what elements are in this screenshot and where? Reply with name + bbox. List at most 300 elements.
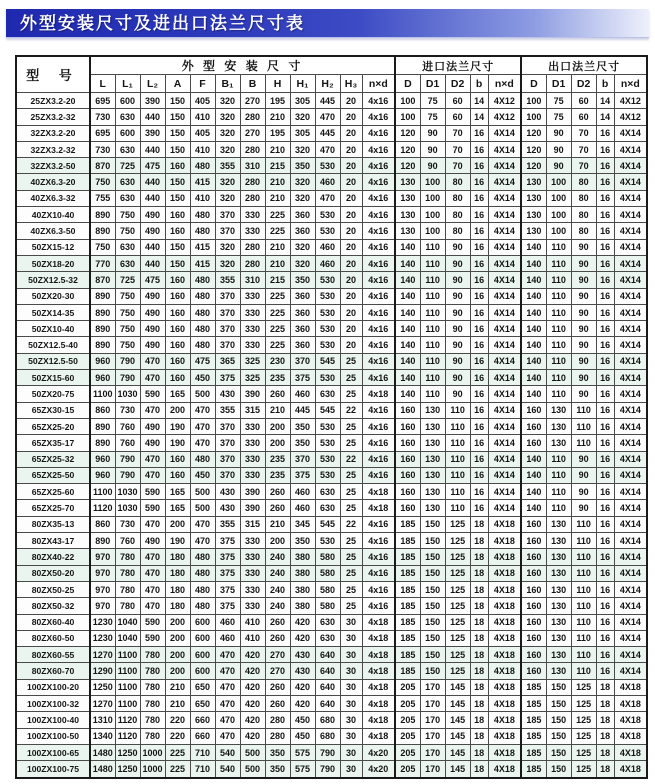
value-cell: 370: [215, 288, 240, 304]
value-cell: 320: [290, 255, 315, 271]
value-cell: 710: [190, 761, 215, 778]
value-cell: 355: [215, 516, 240, 532]
value-cell: 16: [470, 174, 488, 190]
value-cell: 20: [340, 304, 362, 320]
value-cell: 110: [546, 467, 571, 483]
table-row: [16, 418, 647, 434]
value-cell: 270: [240, 125, 265, 141]
value-cell: 90: [571, 304, 596, 320]
value-cell: 4X14: [488, 353, 521, 369]
value-cell: 140: [521, 321, 546, 337]
value-cell: 370: [215, 435, 240, 451]
value-cell: 130: [546, 435, 571, 451]
value-cell: 1000: [140, 744, 165, 760]
value-cell: 4x16: [362, 109, 395, 125]
table-row: [16, 109, 647, 125]
value-cell: 14: [596, 109, 614, 125]
value-cell: 18: [470, 630, 488, 646]
value-cell: 18: [596, 744, 614, 760]
value-cell: 4X14: [614, 321, 647, 337]
value-cell: 4X14: [614, 516, 647, 532]
model-cell: 80ZX60-40: [16, 614, 90, 630]
value-cell: 4X14: [614, 630, 647, 646]
value-cell: 25: [340, 549, 362, 565]
value-cell: 470: [140, 370, 165, 386]
value-cell: 630: [315, 500, 340, 516]
value-cell: 160: [521, 549, 546, 565]
model-cell: 40ZX6.3-50: [16, 223, 90, 239]
value-cell: 320: [215, 93, 240, 109]
value-cell: 80: [445, 190, 470, 206]
value-cell: 120: [395, 158, 420, 174]
value-cell: 185: [521, 695, 546, 711]
value-cell: 140: [395, 386, 420, 402]
value-cell: 890: [90, 321, 115, 337]
value-cell: 480: [190, 598, 215, 614]
value-cell: 170: [420, 728, 445, 744]
value-cell: 90: [445, 353, 470, 369]
value-cell: 160: [165, 304, 190, 320]
value-cell: 100: [546, 223, 571, 239]
value-cell: 140: [521, 288, 546, 304]
value-cell: 320: [290, 239, 315, 255]
value-cell: 150: [165, 239, 190, 255]
value-cell: 4X14: [488, 467, 521, 483]
value-cell: 360: [290, 321, 315, 337]
value-cell: 200: [165, 614, 190, 630]
value-cell: 355: [215, 158, 240, 174]
value-cell: 725: [115, 272, 140, 288]
value-cell: 760: [115, 435, 140, 451]
value-cell: 470: [215, 695, 240, 711]
value-cell: 375: [215, 598, 240, 614]
value-cell: 4X14: [614, 353, 647, 369]
value-cell: 235: [265, 370, 290, 386]
value-cell: 16: [470, 370, 488, 386]
value-cell: 100: [521, 109, 546, 125]
value-cell: 185: [395, 565, 420, 581]
value-cell: 790: [115, 353, 140, 369]
value-cell: 20: [340, 337, 362, 353]
value-cell: 780: [140, 679, 165, 695]
value-cell: 420: [290, 614, 315, 630]
model-cell: 65ZX25-60: [16, 484, 90, 500]
value-cell: 145: [445, 744, 470, 760]
value-cell: 330: [240, 304, 265, 320]
value-cell: 440: [140, 174, 165, 190]
value-cell: 4x16: [362, 190, 395, 206]
value-cell: 225: [265, 321, 290, 337]
table-row: [16, 761, 647, 778]
value-cell: 370: [215, 321, 240, 337]
value-cell: 4x16: [362, 598, 395, 614]
value-cell: 4x16: [362, 418, 395, 434]
value-cell: 330: [240, 418, 265, 434]
value-cell: 18: [470, 581, 488, 597]
value-cell: 530: [315, 158, 340, 174]
value-cell: 890: [90, 207, 115, 223]
value-cell: 130: [521, 174, 546, 190]
value-cell: 4x16: [362, 549, 395, 565]
value-cell: 780: [140, 647, 165, 663]
value-cell: 150: [420, 647, 445, 663]
value-cell: 630: [315, 386, 340, 402]
value-cell: 580: [315, 565, 340, 581]
value-cell: 130: [521, 190, 546, 206]
value-cell: 480: [190, 549, 215, 565]
value-cell: 130: [546, 549, 571, 565]
table-row: [16, 337, 647, 353]
value-cell: 140: [395, 321, 420, 337]
value-cell: 970: [90, 549, 115, 565]
value-cell: 130: [395, 223, 420, 239]
value-cell: 130: [521, 223, 546, 239]
model-cell: 65ZX25-70: [16, 500, 90, 516]
value-cell: 185: [395, 614, 420, 630]
value-cell: 4X14: [488, 500, 521, 516]
value-cell: 410: [240, 630, 265, 646]
value-cell: 1480: [90, 761, 115, 778]
value-cell: 130: [420, 467, 445, 483]
value-cell: 4X14: [614, 190, 647, 206]
value-cell: 140: [521, 255, 546, 271]
value-cell: 260: [265, 695, 290, 711]
value-cell: 4X14: [488, 125, 521, 141]
table-row: [16, 663, 647, 679]
model-cell: 100ZX100-20: [16, 679, 90, 695]
value-cell: 110: [546, 370, 571, 386]
value-cell: 60: [571, 93, 596, 109]
value-cell: 4x18: [362, 630, 395, 646]
value-cell: 1340: [90, 728, 115, 744]
value-cell: 130: [420, 435, 445, 451]
value-cell: 410: [190, 141, 215, 157]
value-cell: 145: [445, 728, 470, 744]
value-cell: 110: [445, 451, 470, 467]
value-cell: 190: [165, 533, 190, 549]
value-cell: 110: [571, 581, 596, 597]
value-cell: 4x16: [362, 451, 395, 467]
value-cell: 210: [265, 516, 290, 532]
value-cell: 130: [546, 614, 571, 630]
value-cell: 790: [115, 451, 140, 467]
header-col-H1: H₁: [290, 75, 315, 93]
value-cell: 330: [240, 467, 265, 483]
value-cell: 4X18: [488, 695, 521, 711]
value-cell: 4x16: [362, 435, 395, 451]
value-cell: 330: [240, 451, 265, 467]
value-cell: 110: [420, 288, 445, 304]
value-cell: 90: [445, 288, 470, 304]
value-cell: 16: [596, 467, 614, 483]
value-cell: 215: [265, 158, 290, 174]
value-cell: 25: [340, 484, 362, 500]
value-cell: 125: [445, 565, 470, 581]
value-cell: 4X18: [488, 533, 521, 549]
value-cell: 160: [395, 402, 420, 418]
model-cell: 65ZX35-17: [16, 435, 90, 451]
value-cell: 150: [546, 744, 571, 760]
value-cell: 185: [395, 581, 420, 597]
value-cell: 580: [315, 598, 340, 614]
model-cell: 80ZX60-55: [16, 647, 90, 663]
value-cell: 210: [265, 255, 290, 271]
value-cell: 420: [240, 728, 265, 744]
table-row: [16, 174, 647, 190]
model-cell: 50ZX12.5-32: [16, 272, 90, 288]
table-row: [16, 598, 647, 614]
model-cell: 100ZX100-32: [16, 695, 90, 711]
header-group-inlet-flange: 进口法兰尺寸: [395, 56, 521, 75]
value-cell: 330: [240, 288, 265, 304]
value-cell: 530: [315, 223, 340, 239]
value-cell: 160: [521, 647, 546, 663]
value-cell: 4X14: [614, 386, 647, 402]
value-cell: 200: [165, 402, 190, 418]
value-cell: 110: [571, 630, 596, 646]
value-cell: 140: [395, 255, 420, 271]
value-cell: 16: [596, 598, 614, 614]
value-cell: 150: [165, 109, 190, 125]
value-cell: 110: [546, 500, 571, 516]
value-cell: 470: [140, 581, 165, 597]
value-cell: 750: [115, 288, 140, 304]
value-cell: 30: [340, 630, 362, 646]
value-cell: 90: [546, 141, 571, 157]
value-cell: 4X18: [488, 761, 521, 778]
value-cell: 25: [340, 598, 362, 614]
value-cell: 30: [340, 728, 362, 744]
value-cell: 370: [215, 207, 240, 223]
value-cell: 125: [571, 679, 596, 695]
value-cell: 490: [140, 304, 165, 320]
value-cell: 4x16: [362, 337, 395, 353]
value-cell: 25: [340, 533, 362, 549]
value-cell: 350: [265, 761, 290, 778]
value-cell: 370: [215, 337, 240, 353]
value-cell: 16: [596, 174, 614, 190]
value-cell: 540: [215, 761, 240, 778]
value-cell: 125: [445, 533, 470, 549]
value-cell: 4X14: [614, 549, 647, 565]
value-cell: 110: [546, 288, 571, 304]
value-cell: 790: [315, 761, 340, 778]
value-cell: 4x18: [362, 614, 395, 630]
value-cell: 960: [90, 370, 115, 386]
value-cell: 430: [290, 647, 315, 663]
model-cell: 50ZX12.5-40: [16, 337, 90, 353]
value-cell: 280: [240, 141, 265, 157]
dimensions-table-wrap: [15, 55, 648, 779]
value-cell: 100: [420, 190, 445, 206]
value-cell: 310: [240, 272, 265, 288]
value-cell: 270: [265, 663, 290, 679]
value-cell: 360: [290, 337, 315, 353]
value-cell: 16: [596, 402, 614, 418]
value-cell: 270: [265, 647, 290, 663]
value-cell: 235: [265, 467, 290, 483]
value-cell: 750: [90, 174, 115, 190]
value-cell: 480: [190, 207, 215, 223]
value-cell: 16: [596, 321, 614, 337]
value-cell: 1480: [90, 744, 115, 760]
value-cell: 16: [470, 418, 488, 434]
value-cell: 280: [240, 239, 265, 255]
value-cell: 490: [140, 435, 165, 451]
value-cell: 4X14: [614, 158, 647, 174]
value-cell: 420: [290, 679, 315, 695]
value-cell: 890: [90, 435, 115, 451]
value-cell: 4x18: [362, 728, 395, 744]
value-cell: 100: [546, 190, 571, 206]
value-cell: 390: [240, 500, 265, 516]
value-cell: 18: [596, 712, 614, 728]
value-cell: 16: [470, 402, 488, 418]
value-cell: 4x18: [362, 663, 395, 679]
value-cell: 320: [215, 255, 240, 271]
value-cell: 420: [240, 647, 265, 663]
value-cell: 16: [596, 614, 614, 630]
header-col-outlet-nxd: n×d: [614, 75, 647, 93]
value-cell: 150: [420, 565, 445, 581]
value-cell: 25: [340, 370, 362, 386]
value-cell: 100: [395, 109, 420, 125]
value-cell: 4X14: [614, 239, 647, 255]
value-cell: 70: [571, 158, 596, 174]
value-cell: 750: [115, 337, 140, 353]
value-cell: 4X14: [614, 223, 647, 239]
model-cell: 80ZX40-22: [16, 549, 90, 565]
value-cell: 4x16: [362, 288, 395, 304]
value-cell: 160: [395, 418, 420, 434]
value-cell: 110: [420, 255, 445, 271]
value-cell: 150: [165, 141, 190, 157]
value-cell: 16: [470, 207, 488, 223]
value-cell: 630: [115, 255, 140, 271]
value-cell: 1120: [115, 728, 140, 744]
value-cell: 30: [340, 712, 362, 728]
value-cell: 870: [90, 272, 115, 288]
model-cell: 100ZX100-75: [16, 761, 90, 778]
model-cell: 80ZX60-50: [16, 630, 90, 646]
value-cell: 280: [265, 712, 290, 728]
value-cell: 90: [445, 304, 470, 320]
header-col-nxd: n×d: [362, 75, 395, 93]
value-cell: 4x16: [362, 533, 395, 549]
value-cell: 870: [90, 158, 115, 174]
value-cell: 320: [215, 190, 240, 206]
value-cell: 890: [90, 288, 115, 304]
value-cell: 420: [240, 679, 265, 695]
value-cell: 185: [521, 712, 546, 728]
value-cell: 4X14: [488, 174, 521, 190]
value-cell: 4X14: [488, 239, 521, 255]
value-cell: 110: [571, 614, 596, 630]
value-cell: 130: [395, 174, 420, 190]
value-cell: 660: [190, 728, 215, 744]
value-cell: 160: [165, 272, 190, 288]
value-cell: 530: [315, 321, 340, 337]
value-cell: 475: [140, 272, 165, 288]
value-cell: 150: [420, 549, 445, 565]
value-cell: 14: [596, 93, 614, 109]
value-cell: 150: [420, 614, 445, 630]
value-cell: 130: [546, 418, 571, 434]
model-cell: 80ZX50-25: [16, 581, 90, 597]
value-cell: 120: [521, 158, 546, 174]
value-cell: 480: [190, 451, 215, 467]
value-cell: 530: [315, 418, 340, 434]
value-cell: 185: [395, 598, 420, 614]
value-cell: 405: [190, 93, 215, 109]
value-cell: 18: [470, 761, 488, 778]
value-cell: 150: [420, 630, 445, 646]
value-cell: 470: [190, 516, 215, 532]
value-cell: 160: [165, 207, 190, 223]
value-cell: 90: [420, 158, 445, 174]
value-cell: 100: [546, 174, 571, 190]
value-cell: 14: [470, 109, 488, 125]
value-cell: 4x16: [362, 93, 395, 109]
model-cell: 100ZX100-65: [16, 744, 90, 760]
value-cell: 145: [445, 679, 470, 695]
value-cell: 260: [265, 614, 290, 630]
value-cell: 110: [571, 418, 596, 434]
value-cell: 770: [90, 255, 115, 271]
table-row: [16, 402, 647, 418]
value-cell: 4X14: [614, 484, 647, 500]
value-cell: 4x16: [362, 353, 395, 369]
value-cell: 470: [190, 402, 215, 418]
table-row: [16, 353, 647, 369]
value-cell: 110: [445, 467, 470, 483]
value-cell: 90: [571, 386, 596, 402]
value-cell: 30: [340, 744, 362, 760]
value-cell: 4X18: [614, 728, 647, 744]
value-cell: 1290: [90, 663, 115, 679]
value-cell: 750: [90, 239, 115, 255]
model-cell: 50ZX15-12: [16, 239, 90, 255]
model-cell: 100ZX100-40: [16, 712, 90, 728]
value-cell: 30: [340, 761, 362, 778]
model-cell: 65ZX30-15: [16, 402, 90, 418]
value-cell: 165: [165, 500, 190, 516]
value-cell: 125: [445, 663, 470, 679]
value-cell: 270: [240, 93, 265, 109]
table-row: [16, 744, 647, 760]
value-cell: 16: [596, 581, 614, 597]
value-cell: 80: [445, 223, 470, 239]
value-cell: 30: [340, 614, 362, 630]
value-cell: 140: [521, 500, 546, 516]
value-cell: 230: [265, 353, 290, 369]
value-cell: 460: [290, 484, 315, 500]
value-cell: 18: [470, 695, 488, 711]
value-cell: 4X14: [488, 207, 521, 223]
value-cell: 460: [290, 500, 315, 516]
value-cell: 18: [470, 663, 488, 679]
value-cell: 970: [90, 598, 115, 614]
value-cell: 320: [290, 190, 315, 206]
value-cell: 125: [445, 549, 470, 565]
table-row: [16, 304, 647, 320]
value-cell: 200: [165, 630, 190, 646]
value-cell: 110: [445, 402, 470, 418]
value-cell: 110: [546, 304, 571, 320]
value-cell: 130: [546, 516, 571, 532]
value-cell: 215: [265, 272, 290, 288]
value-cell: 160: [395, 451, 420, 467]
